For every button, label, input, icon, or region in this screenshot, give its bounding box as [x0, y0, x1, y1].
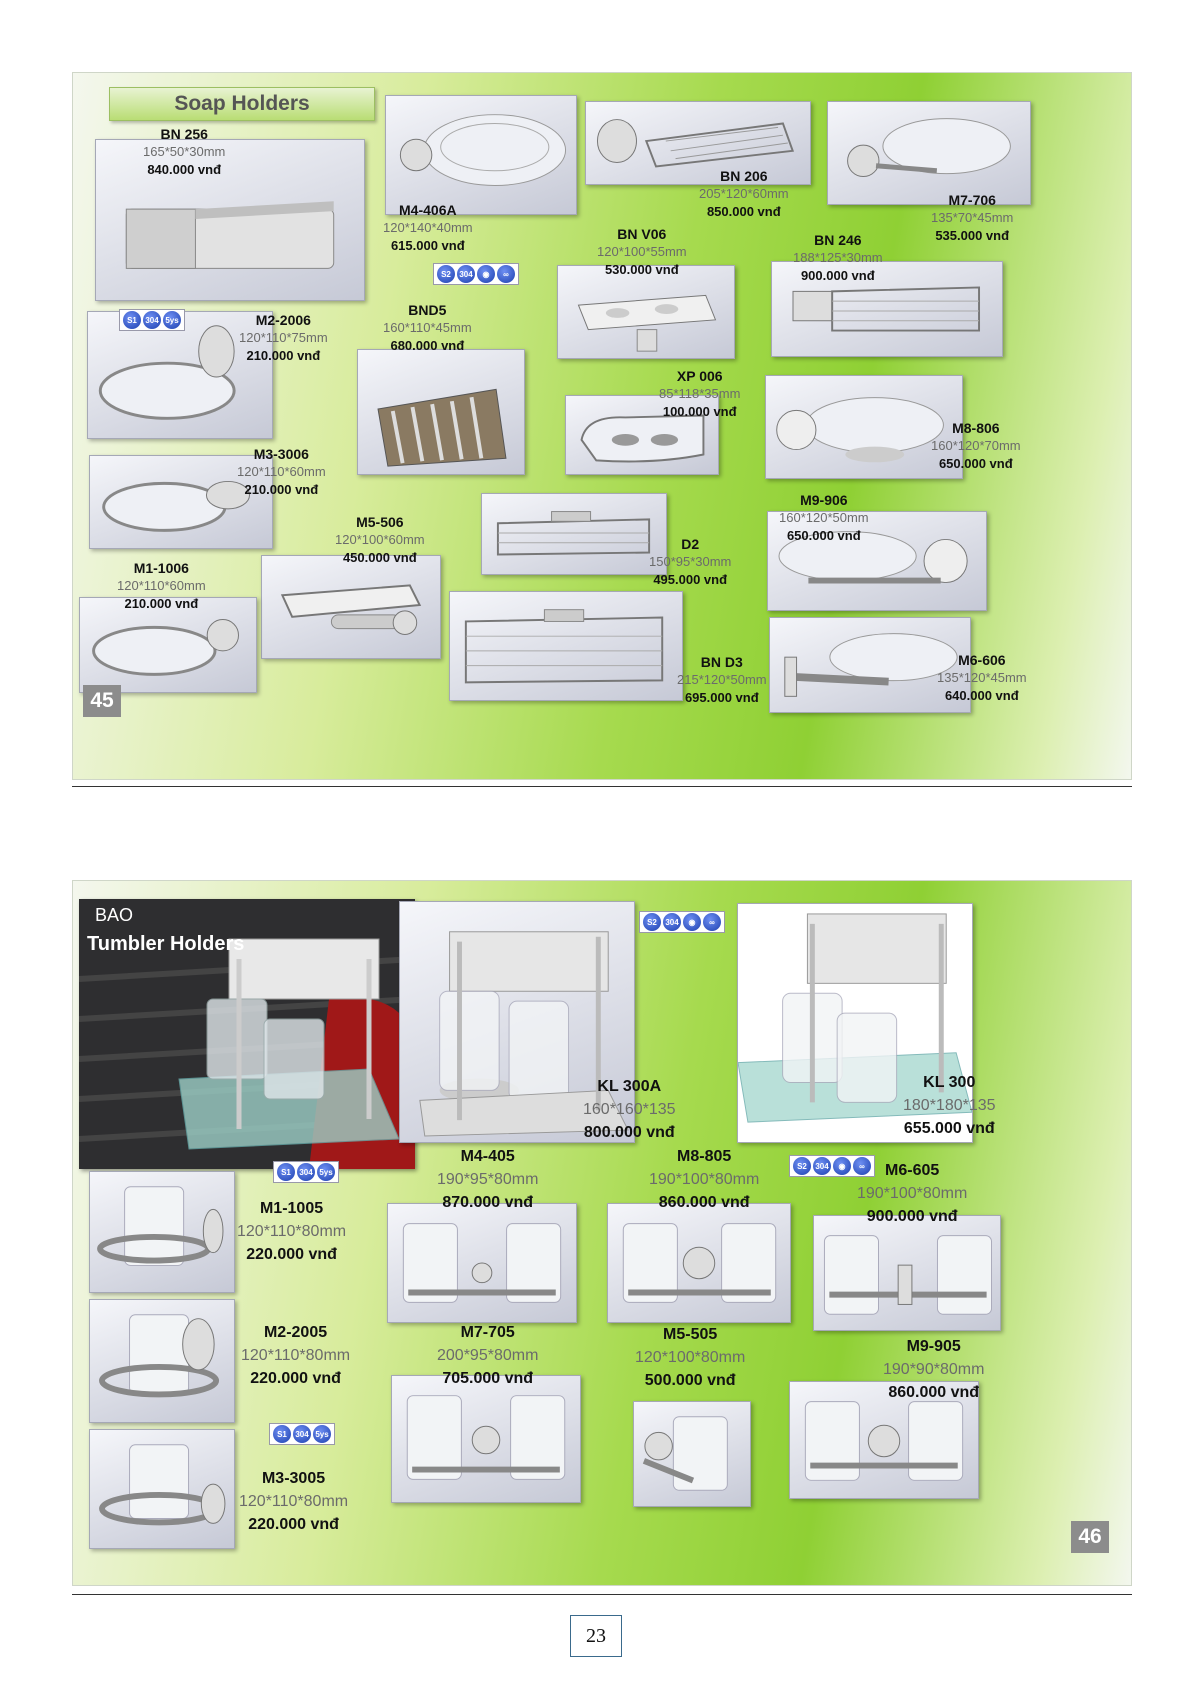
feature-badge: S1 304 5ys: [269, 1423, 335, 1445]
product-label-bnv06: BN V06 120*100*55mm 530.000 vnđ: [597, 226, 687, 277]
product-image-m7-706: [827, 101, 1031, 205]
product-image-m6-605: [813, 1215, 1001, 1331]
product-image-bn256: [95, 139, 365, 301]
product-label-m4-405: M4-405 190*95*80mm 870.000 vnđ: [437, 1148, 539, 1211]
product-image-m3-3005: [89, 1429, 235, 1549]
hero-image: [79, 899, 415, 1169]
product-image-m4-405: [387, 1203, 577, 1323]
product-label-bnd3: BN D3 215*120*50mm 695.000 vnđ: [677, 654, 767, 705]
product-label-m7-706: M7-706 135*70*45mm 535.000 vnđ: [931, 192, 1014, 243]
product-label-kl300: KL 300 180*180*135 655.000 vnđ: [903, 1074, 996, 1137]
product-label-m1-1005: M1-1005 120*110*80mm 220.000 vnđ: [237, 1200, 347, 1263]
product-label-bn256: BN 256 165*50*30mm 840.000 vnđ: [143, 126, 226, 177]
feature-badge: S2 304 ◉ ∞: [433, 263, 519, 285]
catalog-page-tumbler-holders: [72, 880, 1132, 1586]
product-label-m7-705: M7-705 200*95*80mm 705.000 vnđ: [437, 1324, 539, 1387]
product-label-m6-605: M6-605 190*100*80mm 900.000 vnđ: [857, 1162, 968, 1225]
brand-logo: BAO: [95, 905, 134, 925]
product-label-m5-505: M5-505 120*100*80mm 500.000 vnđ: [635, 1326, 746, 1389]
product-label-m3-3006: M3-3006 120*110*60mm 210.000 vnđ: [237, 446, 326, 497]
section-title: Soap Holders: [109, 87, 375, 121]
divider: [72, 1594, 1132, 1595]
feature-badge: S2 304 ◉ ∞: [639, 911, 725, 933]
product-image-m7-705: [391, 1375, 581, 1503]
product-image-bnd5: [357, 349, 525, 475]
product-image-m8-805: [607, 1203, 791, 1323]
product-label-m5-506: M5-506 120*100*60mm 450.000 vnđ: [335, 514, 425, 565]
product-label-bn206: BN 206 205*120*60mm 850.000 vnđ: [699, 168, 789, 219]
product-label-m6-606: M6-606 135*120*45mm 640.000 vnđ: [937, 652, 1027, 703]
product-image-m1-1005: [89, 1171, 235, 1293]
product-image-bnd3: [449, 591, 683, 701]
page-number-badge: 46: [1071, 1521, 1109, 1553]
product-label-bn246: BN 246 188*125*30mm 900.000 vnđ: [793, 232, 883, 283]
product-label-d2: D2 150*95*30mm 495.000 vnđ: [649, 536, 732, 587]
page-number: 23: [570, 1615, 622, 1657]
product-label-m4-406a: M4-406A 120*140*40mm 615.000 vnđ: [383, 202, 473, 253]
product-label-m3-3005: M3-3005 120*110*80mm 220.000 vnđ: [239, 1470, 349, 1533]
product-label-bnd5: BND5 160*110*45mm 680.000 vnđ: [383, 302, 472, 353]
product-label-m9-905: M9-905 190*90*80mm 860.000 vnđ: [883, 1338, 985, 1401]
product-label-xp006: XP 006 85*118*35mm 100.000 vnđ: [659, 368, 741, 419]
page-number-badge: 45: [83, 685, 121, 717]
product-image-m5-505: [633, 1401, 751, 1507]
product-image-m4-406a: [385, 95, 577, 215]
feature-badge: S1 304 5ys: [119, 309, 185, 331]
product-label-m8-805: M8-805 190*100*80mm 860.000 vnđ: [649, 1148, 760, 1211]
feature-badge: S1 304 5ys: [273, 1161, 339, 1183]
product-label-m9-906: M9-906 160*120*50mm 650.000 vnđ: [779, 492, 869, 543]
product-image-m2-2005: [89, 1299, 235, 1423]
product-label-m2-2006: M2-2006 120*110*75mm 210.000 vnđ: [239, 312, 328, 363]
product-label-m8-806: M8-806 160*120*70mm 650.000 vnđ: [931, 420, 1021, 471]
product-label-m1-1006: M1-1006 120*110*60mm 210.000 vnđ: [117, 560, 206, 611]
feature-badge: S2 304 ◉ ∞: [789, 1155, 875, 1177]
product-label-kl300a: KL 300A 160*160*135 800.000 vnđ: [583, 1078, 676, 1141]
divider: [72, 786, 1132, 787]
product-image-d2: [481, 493, 667, 575]
product-image-m5-506: [261, 555, 441, 659]
catalog-page-soap-holders: [72, 72, 1132, 780]
product-label-m2-2005: M2-2005 120*110*80mm 220.000 vnđ: [241, 1324, 351, 1387]
product-image-bnv06: [557, 265, 735, 359]
section-title: Tumbler Holders: [87, 933, 245, 955]
